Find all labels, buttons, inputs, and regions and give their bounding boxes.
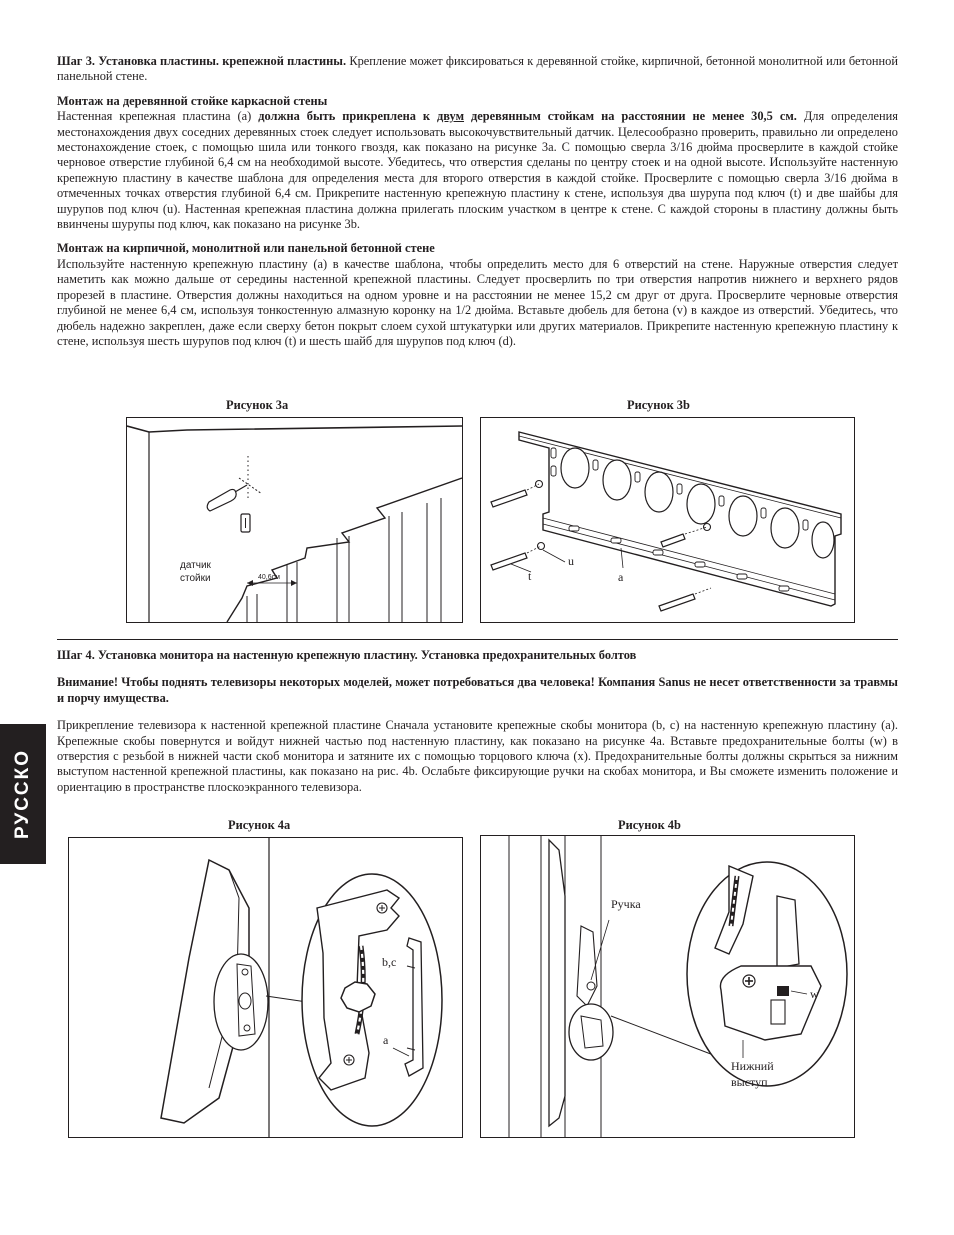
step4-paragraph: Прикрепление телевизора к настенной крепежной пластине Сначала установите крепежные скобы монитора (b, c) на настенную крепежную пластину (а). Крепежные скобы повернутся и войдут нижней частью под настенную пластину, как показано на рисунке 4а. Вставьте предохранительные болты (w) в отверстия с резьбой в нижней части скоб монитора и затяните их с помощью торцового ключа (х). Предохранительные болты должны скрыться за нижним выступом настенной крепежной пластины, как показано на рис. 4b. Ослабьте фиксирующие ручки на скобах монитора, и Вы сможете изменить положение и ориентацию в пространстве плоскоэкранного телевизора.: [57, 718, 898, 794]
fig4b-label-ledge-line1: Нижний: [731, 1059, 774, 1073]
language-tab: [0, 724, 46, 864]
figure-3b-caption: Рисунок 3b: [627, 398, 690, 412]
fig4a-label-bc: b,c: [382, 955, 397, 969]
wood-bold-1: должна быть прикреплена к: [258, 109, 438, 124]
fig4a-label-a: a: [383, 1033, 389, 1047]
figure-3a-caption: Рисунок 3а: [226, 398, 289, 412]
section-divider: [57, 639, 898, 640]
figure-3b-illustration: [481, 418, 854, 622]
figure-4b-caption: Рисунок 4b: [618, 818, 681, 832]
step3-paragraph: [57, 54, 898, 85]
fig3b-label-t: t: [528, 569, 532, 583]
language-tab-label: РУССКО: [12, 748, 33, 840]
step4-warning: Внимание! Чтобы поднять телевизоры некоторых моделей, может потребоваться два человека! Компания Sanus не несет ответственности за травмы и порчу имущества.: [57, 675, 898, 705]
figure-4b: [480, 835, 855, 1138]
step4-section: [57, 648, 898, 795]
fig4b-label-knob: Ручка: [611, 897, 641, 911]
figure-4a-illustration: [69, 838, 462, 1137]
wood-bold-2: деревянным стойкам на расстоянии не менее 30,5 см.: [464, 109, 797, 124]
wood-heading: Монтаж на деревянной стойке каркасной стены: [57, 93, 328, 108]
wood-text-2: Для определения местонахождения двух соседних деревянных стоек следует использовать высокочувствительный датчик. Целесообразно проверить, правильно ли определено местонахождение стоек, с помощью шила или тонкого гвоздя, как показано на рисунке 3а. С помощью сверла 3/16 дюйма просверлите в каждой стойке черновое отверстие глубиной 6,4 см на необходимой высоте. Убедитесь, что отверстия сделаны по центру стоек и на одной высоте. Используйте настенную крепежную пластину в качестве шаблона для определения места для второго отверстия в каждой стойке. Просверлите с помощью сверла 3/16 дюйма в отмеченных точках отверстия глубиной 6,4 см. Прикрепите настенную крепежную пластину к стене, используя два шурупа под ключ (t) и две шайбы для шурупов под ключ (u). Настенная крепежная пластина должна прилегать плоским участком в центре к стене. С каждой стороны в пластину должны быть ввинчены шурупы под ключ, как показано на рисунке 3b.: [57, 109, 898, 232]
step3-heading: Шаг 3. Установка пластины. крепежной пластины.: [57, 54, 347, 68]
figure-3a: [126, 417, 463, 623]
figure-3b: [480, 417, 855, 623]
wood-bold-underlined: двум: [437, 109, 465, 124]
fig4b-label-ledge-line2: выступ: [731, 1075, 768, 1089]
fig3a-dimension: 40,6см: [258, 574, 280, 581]
figure-4a: [68, 837, 463, 1138]
fig4b-label-w: w: [810, 987, 819, 1001]
fig3b-label-u: u: [568, 554, 574, 568]
wood-text-1: Настенная крепежная пластина (а): [57, 109, 259, 124]
step3-intro: Крепление может фиксироваться к деревянной стойке, кирпичной, бетонной монолитной или бетонной панельной стене.: [57, 54, 899, 84]
fig3b-label-a: a: [618, 570, 624, 584]
fig3a-label-line2: стойки: [180, 573, 211, 584]
figure-4b-illustration: [481, 836, 854, 1137]
step3-section: [57, 54, 898, 349]
figure-4a-caption: Рисунок 4a: [228, 818, 291, 832]
brick-paragraph: Используйте настенную крепежную пластину (а) в качестве шаблона, чтобы определить место для 6 отверстий на стене. Наружные отверстия следует наметить как можно дальше от середины настенной крепежной пластины. Следует просверлить по три отверстия напротив нижнего и верхнего рядов прорезей в пластине. Отверстия должны находиться на одном уровне и на расстоянии не менее 15,2 см друг от друга. Просверлите черновые отверстия глубиной не менее 6,4 см, используя тонкостенную алмазную коронку на 1/2 дюйма. Вставьте дюбель для бетона (v) в каждое из отверстий. Убедитесь, что дюбель надежно закреплен, даже если сверху бетон покрыт слоем сухой штукатурки или других материалов. Прикрепите настенную крепежную пластину к стене, используя шесть шурупов под ключ (t) и шесть шайб для шурупов под ключ (d).: [57, 256, 898, 348]
step4-heading: Шаг 4. Установка монитора на настенную крепежную пластину. Установка предохранительных болтов: [57, 648, 637, 662]
wood-paragraph: [57, 109, 898, 232]
fig3a-label-line1: датчик: [180, 560, 211, 571]
figure-3a-illustration: [127, 418, 462, 622]
brick-heading: Монтаж на кирпичной, монолитной или панельной бетонной стене: [57, 241, 435, 256]
